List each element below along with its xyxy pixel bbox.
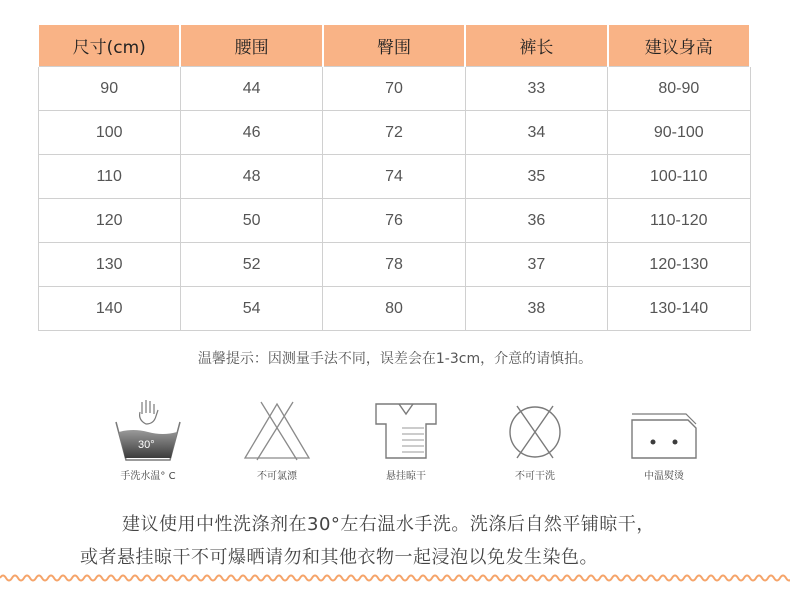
cell-waist: 44 <box>180 67 322 111</box>
size-chart-header-row <box>38 25 750 67</box>
size-chart-table <box>37 25 751 331</box>
cell-size: 120 <box>38 199 180 243</box>
care-item-hand-wash <box>96 398 200 490</box>
no-bleach-icon <box>237 398 317 462</box>
care-item-iron <box>612 398 716 490</box>
cell-height: 110-120 <box>608 199 750 243</box>
care-label: 中温熨烫 <box>644 471 684 482</box>
care-item-no-dry-clean <box>483 398 587 490</box>
care-item-no-bleach <box>225 398 329 490</box>
cell-hip: 70 <box>323 67 465 111</box>
cell-size: 140 <box>38 287 180 331</box>
cell-height: 120-130 <box>608 243 750 287</box>
header-pants-length: 裤长 <box>465 25 607 67</box>
cell-hip: 72 <box>323 111 465 155</box>
care-label: 不可干洗 <box>515 471 555 482</box>
cell-pants-length: 34 <box>465 111 607 155</box>
header-hip: 臀围 <box>323 25 465 67</box>
cell-height: 100-110 <box>608 155 750 199</box>
cell-pants-length: 38 <box>465 287 607 331</box>
iron-medium-icon <box>624 398 704 462</box>
cell-size: 110 <box>38 155 180 199</box>
table-row <box>38 199 750 243</box>
cell-size: 100 <box>38 111 180 155</box>
care-label: 悬挂晾干 <box>386 471 426 482</box>
hang-dry-icon <box>366 398 446 462</box>
care-label: 不可氯漂 <box>257 471 297 482</box>
care-item-hang-dry <box>354 398 458 490</box>
cell-waist: 54 <box>180 287 322 331</box>
care-instructions-line-2: 或者悬挂晾干不可爆晒请勿和其他衣物一起浸泡以免发生染色。 <box>80 547 598 568</box>
care-label: 手洗水温° C <box>120 471 176 482</box>
cell-pants-length: 37 <box>465 243 607 287</box>
table-row <box>38 287 750 331</box>
care-symbols <box>96 398 716 490</box>
header-suggested-height: 建议身高 <box>608 25 750 67</box>
decorative-wave-border <box>0 571 790 585</box>
measurement-note: 温馨提示：因测量手法不同，误差会在1-3cm，介意的请慎拍。 <box>197 351 593 367</box>
cell-hip: 80 <box>323 287 465 331</box>
cell-pants-length: 36 <box>465 199 607 243</box>
cell-waist: 48 <box>180 155 322 199</box>
cell-waist: 46 <box>180 111 322 155</box>
no-dry-clean-icon <box>495 398 575 462</box>
table-row <box>38 67 750 111</box>
cell-waist: 52 <box>180 243 322 287</box>
cell-height: 130-140 <box>608 287 750 331</box>
header-waist: 腰围 <box>180 25 322 67</box>
wash-temp-text: 30° <box>138 439 155 451</box>
cell-hip: 74 <box>323 155 465 199</box>
table-row <box>38 111 750 155</box>
header-size: 尺寸(cm) <box>38 25 180 67</box>
cell-hip: 76 <box>323 199 465 243</box>
cell-height: 80-90 <box>608 67 750 111</box>
table-row <box>38 155 750 199</box>
cell-waist: 50 <box>180 199 322 243</box>
cell-hip: 78 <box>323 243 465 287</box>
cell-size: 90 <box>38 67 180 111</box>
wave-line <box>0 576 790 581</box>
cell-size: 130 <box>38 243 180 287</box>
cell-height: 90-100 <box>608 111 750 155</box>
table-row <box>38 243 750 287</box>
cell-pants-length: 33 <box>465 67 607 111</box>
care-instructions-line-1: 建议使用中性洗涤剂在30°左右温水手洗。洗涤后自然平铺晾干， <box>122 514 655 535</box>
hand-wash-icon <box>108 398 188 462</box>
cell-pants-length: 35 <box>465 155 607 199</box>
